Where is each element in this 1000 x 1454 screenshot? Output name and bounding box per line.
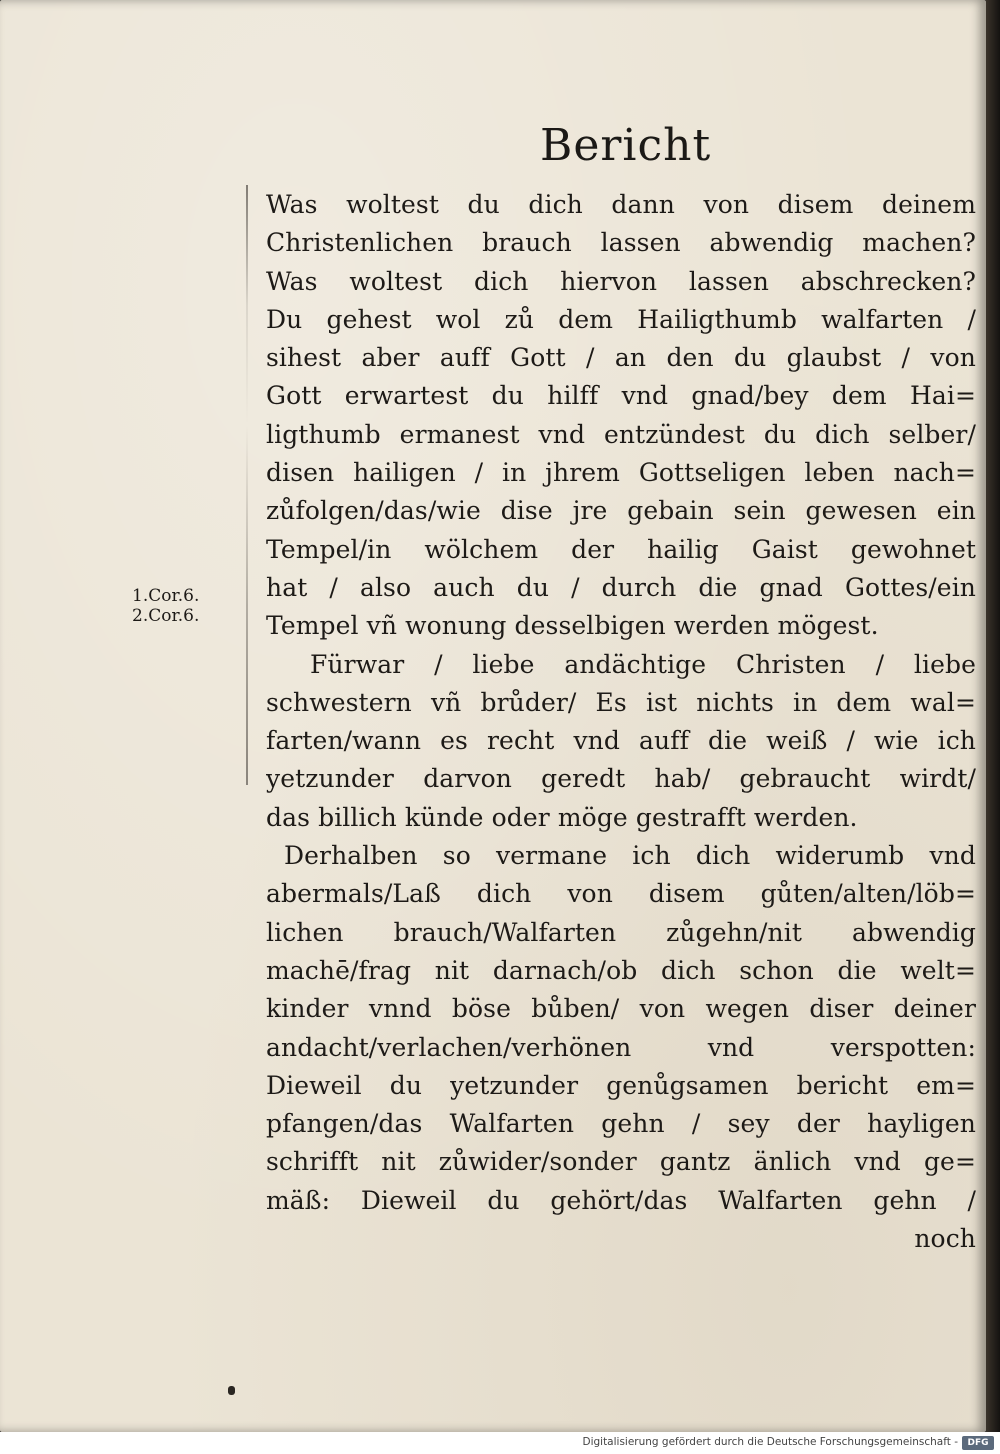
text-line: Christenlichen brauch lassen abwendig machen?: [266, 228, 976, 258]
text-line: kinder vnnd böse bůben/ von wegen diser deiner: [266, 994, 976, 1024]
dfg-logo-icon: DFG: [962, 1436, 994, 1450]
text-line: zůfolgen/das/wie dise jre gebain sein gewesen ein: [266, 496, 976, 526]
text-line: Dieweil du yetzunder genůgsamen bericht em=: [266, 1070, 976, 1100]
text-line: Du gehest wol zů dem Hailigthumb walfarten /: [266, 304, 976, 334]
text-line: Was woltest dich hiervon lassen abschrecken?: [266, 266, 976, 296]
text-line: Tempel/in wölchem der hailig Gaist gewohnet: [266, 534, 976, 564]
text-line: abermals/Laß dich von disem gůten/alten/löb=: [266, 879, 976, 909]
text-line: yetzunder darvon geredt hab/ gebraucht wirdt/: [266, 764, 976, 794]
running-head: Bericht: [540, 120, 712, 171]
footer-bar: [0, 1432, 1000, 1454]
text-line: Gott erwartest du hilff vnd gnad/bey dem Hai=: [266, 381, 976, 411]
text-line: andacht/verlachen/verhönen vnd verspotten:: [266, 1032, 976, 1062]
text-line: lichen brauch/Walfarten zůgehn/nit abwendig: [266, 917, 976, 947]
text-line: Tempel vñ wonung desselbigen werden mögest.: [266, 611, 879, 641]
text-line: Was woltest du dich dann von disem deinem: [266, 190, 976, 219]
text-line: schrifft nit zůwider/sonder gantz änlich vnd ge=: [266, 1147, 976, 1177]
marginal-note-2: 2.Cor.6.: [132, 606, 200, 626]
body-text: [266, 186, 976, 1258]
text-line: pfangen/das Walfarten gehn / sey der hayligen: [266, 1109, 976, 1139]
margin-rule-mark: [246, 185, 248, 785]
text-line: schwestern vñ brůder/ Es ist nichts in dem wal=: [266, 687, 976, 717]
text-line: ligthumb ermanest vnd entzündest du dich selber/: [266, 419, 976, 449]
text-line: mäß: Dieweil du gehört/das Walfarten gehn /: [266, 1185, 976, 1215]
text-line: machē/frag nit darnach/ob dich schon die welt=: [266, 955, 976, 985]
text-line: Fürwar / liebe andächtige Christen / liebe: [310, 649, 976, 679]
text-line: das billich künde oder möge gestrafft werden.: [266, 802, 858, 832]
ink-blot: [228, 1386, 235, 1395]
text-line: hat / also auch du / durch die gnad Gottes/ein: [266, 572, 976, 602]
book-spine-shadow: [986, 0, 1000, 1432]
text-line: disen hailigen / in jhrem Gottseligen leben nach=: [266, 458, 976, 488]
funding-credit: Digitalisierung gefördert durch die Deutsche Forschungsgemeinschaft -: [582, 1436, 958, 1448]
text-line: Derhalben so vermane ich dich widerumb vnd: [284, 841, 976, 871]
catchword: noch: [914, 1224, 976, 1254]
marginal-note-1: 1.Cor.6.: [132, 586, 200, 606]
text-line: farten/wann es recht vnd auff die weiß / wie ich: [266, 726, 976, 756]
text-line: sihest aber auff Gott / an den du glaubst / von: [266, 343, 976, 373]
